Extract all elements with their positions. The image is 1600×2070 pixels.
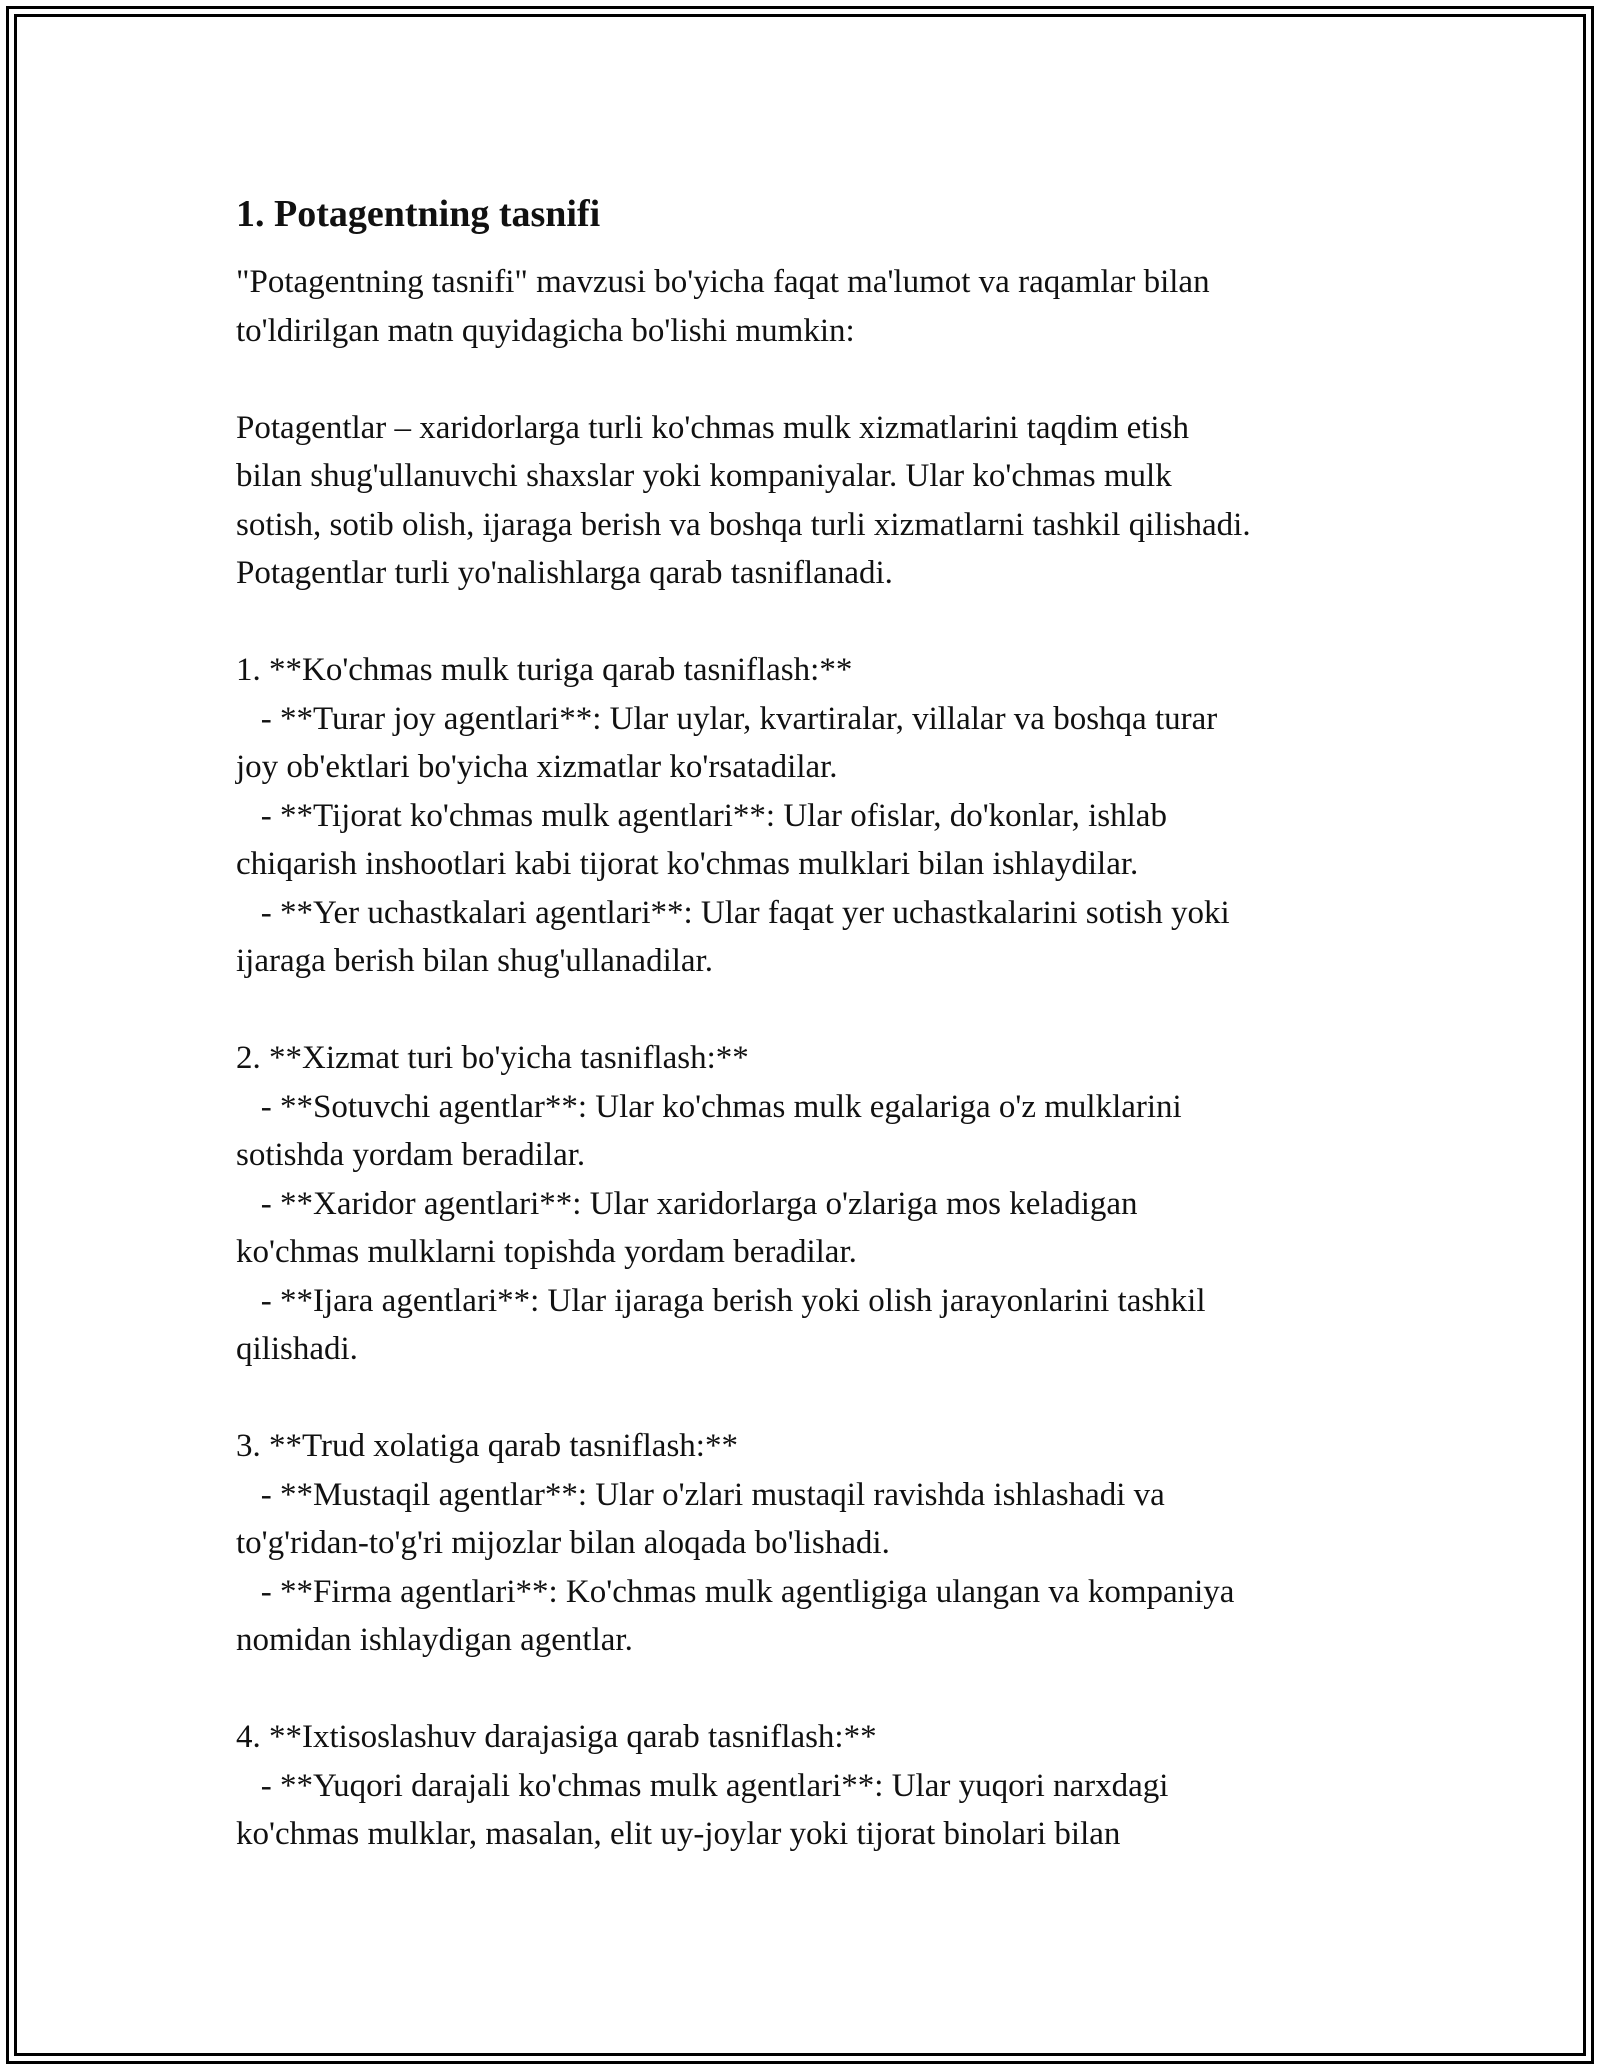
text-line: - **Tijorat ko'chmas mulk agentlari**: Ular ofislar, do'konlar, ishlab	[236, 797, 1167, 834]
text-line: - **Yer uchastkalari agentlari**: Ular faqat yer uchastkalarini sotish yoki	[236, 894, 1230, 931]
text-line: - **Xaridor agentlari**: Ular xaridorlarga o'zlariga mos keladigan	[236, 1185, 1138, 1222]
text-line: - **Turar joy agentlari**: Ular uylar, kvartiralar, villalar va boshqa turar	[236, 700, 1218, 737]
text-line: joy ob'ektlari bo'yicha xizmatlar ko'rsatadilar.	[236, 749, 838, 785]
blank-line	[236, 1374, 1376, 1423]
text-line: to'g'ridan-to'g'ri mijozlar bilan aloqada bo'lishadi.	[236, 1525, 890, 1561]
paragraph-block	[236, 258, 1376, 1859]
text-line: to'ldirilgan matn quyidagicha bo'lishi mumkin:	[236, 312, 855, 349]
blank-line	[236, 355, 1376, 404]
text-line: 3. **Trud xolatiga qarab tasniflash:**	[236, 1428, 738, 1464]
text-line: nomidan ishlaydigan agentlar.	[236, 1622, 633, 1658]
text-line: - **Mustaqil agentlar**: Ular o'zlari mustaqil ravishda ishlashadi va	[236, 1476, 1165, 1513]
text-line: "Potagentning tasnifi" mavzusi bo'yicha faqat ma'lumot va raqamlar bilan	[236, 264, 1210, 300]
blank-line	[236, 1665, 1376, 1714]
section-heading: 1. Potagentning tasnifi	[236, 193, 601, 235]
text-line: - **Firma agentlari**: Ko'chmas mulk agentligiga ulangan va kompaniya	[236, 1573, 1235, 1610]
blank-line	[236, 598, 1376, 647]
text-line: 1. **Ko'chmas mulk turiga qarab tasniflash:**	[236, 652, 853, 688]
text-line: - **Sotuvchi agentlar**: Ular ko'chmas mulk egalariga o'z mulklarini	[236, 1088, 1182, 1125]
text-line: bilan shug'ullanuvchi shaxslar yoki kompaniyalar. Ular ko'chmas mulk	[236, 458, 1172, 494]
text-line: ko'chmas mulklarni topishda yordam beradilar.	[236, 1234, 857, 1270]
text-line: ko'chmas mulklar, masalan, elit uy-joylar yoki tijorat binolari bilan	[236, 1816, 1121, 1852]
text-line: 4. **Ixtisoslashuv darajasiga qarab tasniflash:**	[236, 1719, 877, 1755]
blank-line	[236, 986, 1376, 1035]
text-line: ijaraga berish bilan shug'ullanadilar.	[236, 943, 713, 979]
text-line: qilishadi.	[236, 1331, 358, 1367]
text-line: Potagentlar – xaridorlarga turli ko'chmas mulk xizmatlarini taqdim etish	[236, 409, 1189, 446]
text-line: Potagentlar turli yo'nalishlarga qarab tasniflanadi.	[236, 555, 893, 591]
text-line: sotish, sotib olish, ijaraga berish va boshqa turli xizmatlarni tashkil qilishadi.	[236, 506, 1251, 543]
document-body	[236, 186, 1376, 1859]
text-line: - **Ijara agentlari**: Ular ijaraga berish yoki olish jarayonlarini tashkil	[236, 1282, 1206, 1319]
text-line: 2. **Xizmat turi bo'yicha tasniflash:**	[236, 1040, 749, 1076]
text-line: chiqarish inshootlari kabi tijorat ko'chmas mulklari bilan ishlaydilar.	[236, 846, 1139, 882]
text-line: sotishda yordam beradilar.	[236, 1137, 586, 1173]
text-line: - **Yuqori darajali ko'chmas mulk agentlari**: Ular yuqori narxdagi	[236, 1767, 1169, 1804]
